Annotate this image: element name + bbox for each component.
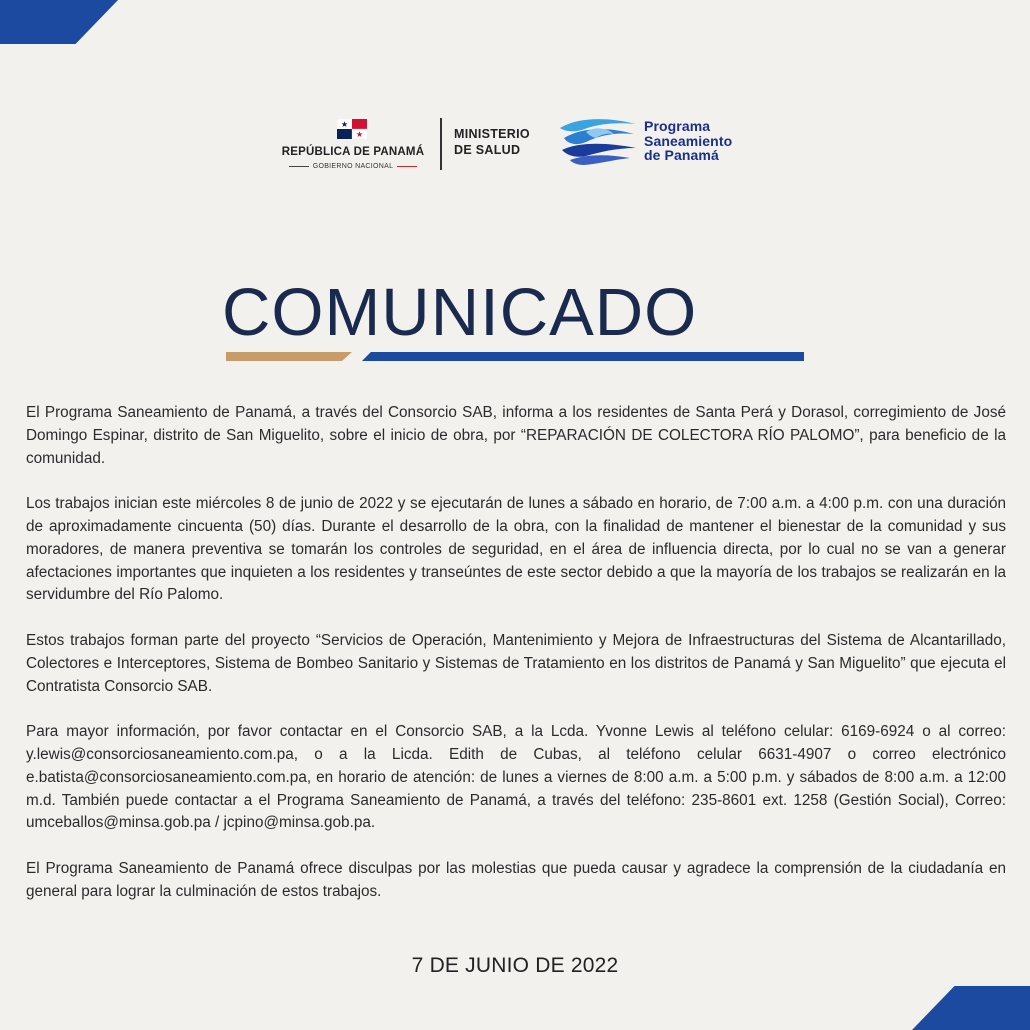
ministerio-logo xyxy=(454,126,549,158)
paragraph-project: Estos trabajos forman parte del proyecto “Servicios de Operación, Mantenimiento y Mejora de Infraestructuras del Sistema de Alcantarillado, Colectores e Interceptores, Sistema de Bombeo Sanitario y Sistemas de Tratamiento en los distritos de Panamá y San Miguelito” que ejecuta el Contratista Consorcio SAB. xyxy=(26,631,1006,695)
ministerio-line2: DE SALUD xyxy=(454,143,521,157)
panama-flag-icon xyxy=(337,119,367,139)
programa-line1: Programa xyxy=(644,118,711,134)
paragraph-contact: Para mayor información, por favor contactar en el Consorcio SAB, a la Lcda. Yvonne Lewis al teléfono celular: 6169-6924 o al correo: y.lewis@consorciosaneamiento.com.pa, o a la Licda. Edith de Cubas, al teléfono celular 6631-4907 o correo electrónico e.batista@consorciosaneamiento.com.pa, en horario de atención: de lunes a viernes de 8:00 a.m. a 5:00 p.m. y sábados de 8:00 a.m. a 12:00 m.d. También puede contactar a el Programa Saneamiento de Panamá, a través del teléfono: 235-8601 ext. 1258 (Gestión Social), Correo: umceballos@minsa.gob.pa / jcpino@minsa.gob.pa. xyxy=(26,723,1006,832)
document-date: 7 DE JUNIO DE 2022 xyxy=(411,954,619,977)
gobierno-line-right xyxy=(397,166,417,167)
corner-accent-bottom-right xyxy=(912,986,1030,1030)
republica-logo xyxy=(276,116,430,172)
gobierno-line-left xyxy=(289,166,309,167)
programa-dolphin-icon xyxy=(556,116,640,168)
ministerio-line1: MINISTERIO xyxy=(454,127,530,141)
corner-accent-top-left xyxy=(0,0,118,44)
programa-line3: de Panamá xyxy=(644,147,719,163)
paragraph-schedule: Los trabajos inician este miércoles 8 de junio de 2022 y se ejecutarán de lunes a sábado en horario, de 7:00 a.m. a 4:00 p.m. con una duración de aproximadamente cincuenta (50) días. Durante el desarrollo de la obra, con la finalidad de mantener el bienestar de la comunidad y sus moradores, de manera preventiva se tomarán los controles de seguridad, en el área de influencia directa, por lo cual no se van a generar afectaciones importantes que inquieten a los residentes y transeúntes de este sector debido a que la mayoría de los trabajos se realizarán en la servidumbre del Río Palomo. xyxy=(26,495,1006,604)
republica-name: REPÚBLICA DE PANAMÁ xyxy=(281,146,425,158)
paragraph-closing: El Programa Saneamiento de Panamá ofrece disculpas por las molestias que pueda causar y agradece la comprensión de la ciudadanía en general para lograr la culminación de estos trabajos. xyxy=(26,859,1006,900)
paragraph-intro: El Programa Saneamiento de Panamá, a través del Consorcio SAB, informa a los residentes de Santa Perá y Dorasol, corregimiento de José Domingo Espinar, distrito de San Miguelito, sobre el inicio de obra, por “REPARACIÓN DE COLECTORA RÍO PALOMO”, para beneficio de la comunidad. xyxy=(26,404,1006,467)
page-title: COMUNICADO xyxy=(222,275,698,350)
body-text xyxy=(26,402,1006,926)
gobierno-name: GOBIERNO NACIONAL xyxy=(312,162,394,170)
programa-name xyxy=(644,119,774,163)
header-logos xyxy=(276,116,766,172)
title-underline-blue xyxy=(362,352,804,361)
programa-line2: Saneamiento xyxy=(644,132,733,149)
title-underline-tan xyxy=(226,352,352,361)
gobierno-row xyxy=(276,161,430,171)
logo-divider xyxy=(440,118,442,170)
